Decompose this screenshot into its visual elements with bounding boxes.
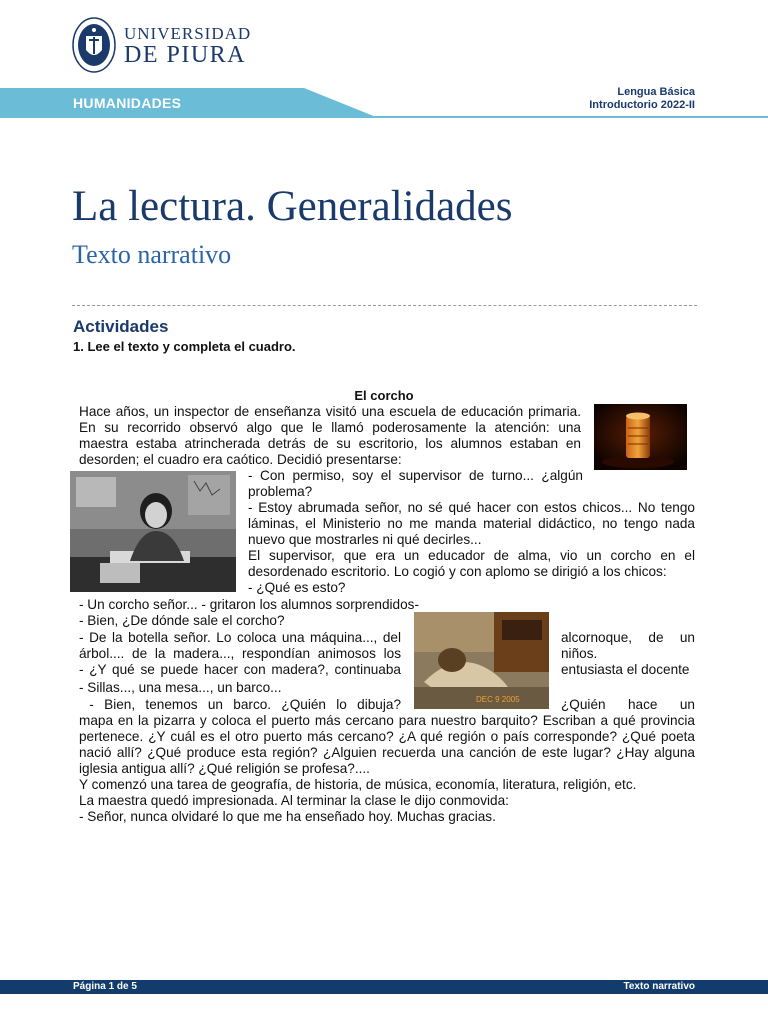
story-line: nuevo que mostrarles ni qué decirles...	[248, 532, 482, 547]
story-line: desorden; el cuadro era caótico. Decidió presentarse:	[79, 452, 402, 467]
story-line: Y comenzó una tarea de geografía, de historia, de música, economía, literatura, religión, etc.	[79, 777, 637, 792]
child-on-floor-photo	[414, 612, 549, 709]
footer-section: Texto narrativo	[623, 981, 695, 992]
page-subtitle: Texto narrativo	[72, 240, 232, 269]
cork-photo	[594, 404, 687, 470]
story-line: maestra estaba atrincherada detrás de su escritorio, los alumnos estaban en	[79, 436, 581, 451]
story-line: niños.	[561, 646, 598, 661]
story-line: ¿Quién hace un	[561, 697, 695, 712]
university-name-line1: UNIVERSIDAD	[124, 24, 252, 43]
story-line: alcornoque, de un	[561, 630, 695, 645]
story-line: En su recorrido observó algo que le llamó poderosamente la atención: una	[79, 420, 581, 435]
story-line: nació allí? ¿Qué produce esta región? ¿Alguien recuerda una canción de este lugar? ¿Hay alguna	[79, 745, 695, 760]
story-line: - Bien, tenemos un barco. ¿Quién lo dibuja?	[79, 697, 401, 712]
story-line: - Con permiso, soy el supervisor de turno... ¿algún	[248, 468, 583, 483]
story-line: desordenado escritorio. Lo cogió y con aplomo se dirigió a los chicos:	[248, 564, 667, 579]
story-line: El supervisor, que era un educador de alma, vio un corcho en el	[248, 548, 695, 563]
story-line: iglesia antigua allí? ¿Qué religión se profesa?....	[79, 761, 370, 776]
story-line: - Sillas..., una mesa..., un barco...	[79, 680, 282, 695]
course-name: Lengua Básica	[617, 86, 695, 98]
story-line: mapa en la pizarra y coloca el puerto más cercano para nuestro barquito? Escriban a qué provincia	[79, 713, 695, 728]
story-line: - Un corcho señor... - gritaron los alumnos sorprendidos-	[79, 597, 419, 612]
university-seal-icon	[72, 16, 116, 74]
story-line: - Bien, ¿De dónde sale el corcho?	[79, 613, 285, 628]
page-title: La lectura. Generalidades	[72, 183, 513, 230]
story-line: - Estoy abrumada señor, no sé qué hacer con estos chicos... No tengo	[248, 500, 695, 515]
section-band	[0, 88, 376, 117]
story-line: árbol.... de la madera..., respondían animosos los	[79, 646, 401, 661]
story-line: - Señor, nunca olvidaré lo que me ha enseñado hoy. Muchas gracias.	[79, 809, 496, 824]
story-line: - ¿Qué es esto?	[248, 580, 346, 595]
teacher-photo	[70, 471, 236, 592]
story-line: Hace años, un inspector de enseñanza visitó una escuela de educación primaria.	[79, 404, 581, 419]
story-line: - De la botella señor. Lo coloca una máquina..., del	[79, 630, 401, 645]
page-number: Página 1 de 5	[73, 981, 137, 992]
story-line: La maestra quedó impresionada. Al terminar la clase le dijo conmovida:	[79, 793, 509, 808]
story-title: El corcho	[354, 388, 414, 403]
story-line: - ¿Y qué se puede hacer con madera?, continuaba	[79, 662, 401, 677]
header-rule	[0, 116, 768, 118]
story-line: problema?	[248, 484, 313, 499]
story-line: entusiasta el docente	[561, 662, 690, 677]
activities-heading: Actividades	[73, 317, 169, 336]
section-label: HUMANIDADES	[73, 95, 182, 111]
course-term: Introductorio 2022-II	[589, 99, 695, 111]
dashed-divider	[72, 305, 697, 306]
activity-instruction: 1. Lee el texto y completa el cuadro.	[73, 339, 296, 354]
university-name-line2: DE PIURA	[124, 42, 247, 68]
photo-date-stamp: DEC 9 2005	[476, 695, 520, 704]
story-line: pertenece. ¿Y cuál es el otro puerto más cercano? ¿A qué región o país corresponde? ¿Qué poeta	[79, 729, 695, 744]
story-line: láminas, el Ministerio no me manda material didáctico, no tengo nada	[248, 516, 695, 531]
